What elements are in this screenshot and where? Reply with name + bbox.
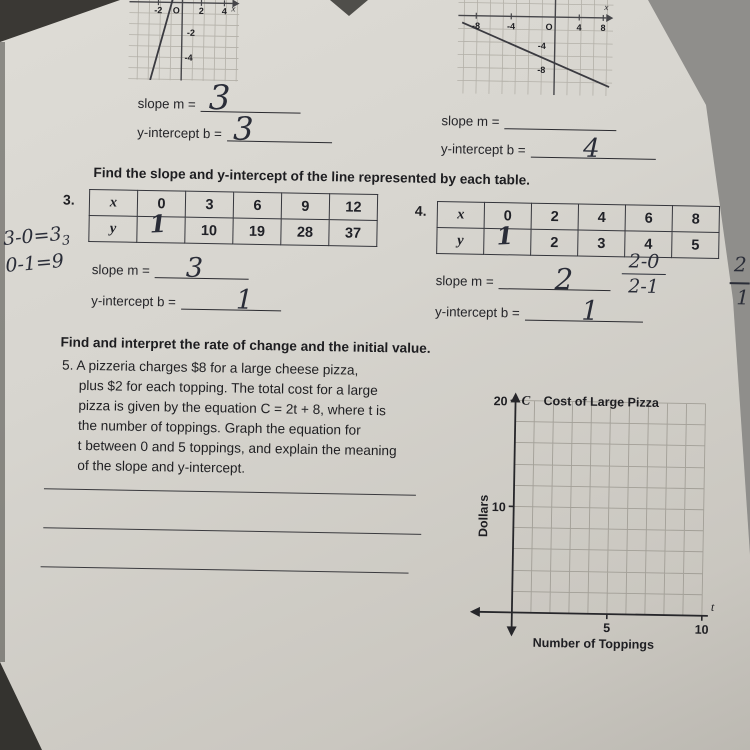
x-axis — [458, 15, 606, 18]
answer-blank — [181, 284, 281, 316]
table-cell: 2 — [531, 229, 578, 256]
answer-blank — [525, 295, 643, 327]
table-cell: x — [437, 202, 484, 229]
problem-5-line: of the slope and y-intercept. — [77, 457, 246, 476]
answer-blank — [227, 109, 332, 149]
handwritten-answer: 3 — [185, 252, 204, 284]
p3-slope-line — [91, 252, 249, 284]
table-row — [89, 215, 377, 246]
y-intercept-label: y-intercept b = — [91, 293, 176, 310]
y-axis — [554, 0, 556, 95]
table-cell: 19 — [233, 218, 281, 245]
table-cell: 6 — [233, 192, 281, 219]
table-cell: 3 — [578, 230, 625, 257]
y-intercept-label: y-intercept b = — [440, 141, 526, 158]
answer-rule — [44, 488, 416, 495]
slope-label: slope m = — [441, 113, 500, 130]
x-tick-label: O — [545, 21, 553, 33]
handwritten-value: 1 — [148, 208, 168, 239]
y-tick-label: 10 — [491, 500, 506, 515]
table-row — [437, 228, 719, 259]
p4-slope-line — [435, 262, 611, 297]
p2-slope-line — [441, 112, 616, 131]
edge-fraction-bar — [730, 282, 750, 284]
y-intercept-label: y-intercept b = — [137, 124, 222, 142]
table-cell: 3 — [185, 191, 233, 218]
axis-letter: x — [231, 3, 236, 14]
y-axis-arrow-down — [506, 626, 516, 636]
table-cell: 2 — [531, 203, 578, 230]
x-tick-label: 4 — [221, 6, 227, 17]
table-cell: x — [89, 189, 137, 216]
problem-5-line: the number of toppings. Graph the equation for — [77, 417, 361, 438]
table-cell: y — [437, 228, 484, 255]
edge-handwriting: 1 — [736, 285, 750, 310]
fraction-numerator: 2-0 — [628, 250, 660, 273]
x-tick-label: 4 — [576, 22, 582, 33]
problem-5-line: plus $2 for each topping. The total cost for a large — [78, 377, 378, 399]
problem-5-line: t between 0 and 5 toppings, and explain the meaning — [77, 437, 397, 459]
p2-yintercept-line — [440, 133, 656, 164]
x-tick-label: 10 — [694, 622, 709, 637]
problem-5-line: pizza is given by the equation C = 2t + 8, where t is — [78, 397, 387, 419]
table-cell: 0 — [484, 202, 531, 229]
problem-number: 4. — [414, 202, 427, 219]
table-cell: 37 — [329, 220, 377, 247]
mini-graph-2 — [457, 0, 614, 96]
x-axis — [129, 2, 232, 4]
pizza-cost-graph — [461, 390, 720, 654]
p1-yintercept-line — [137, 109, 332, 149]
handwritten-subscript: 3 — [61, 233, 72, 249]
x-tick-label: 2 — [198, 5, 204, 16]
table-cell: 10 — [185, 217, 233, 244]
graph-title: Cost of Large Pizza — [543, 393, 659, 410]
grid-lines — [457, 0, 614, 96]
handwritten-value: 1 — [495, 220, 514, 251]
p3-yintercept-line — [91, 284, 281, 316]
handwritten-fraction-work — [621, 250, 666, 298]
table-cell: 12 — [329, 194, 377, 221]
problem-5-line: 5. A pizzeria charges $8 for a large cheese pizza, — [61, 357, 359, 378]
slope-label: slope m = — [91, 262, 150, 279]
p1-slope-line — [137, 78, 301, 119]
x-tick-label: -8 — [472, 20, 481, 31]
handwritten-answer: 2 — [554, 262, 574, 297]
y-tick-label: -4 — [184, 52, 193, 63]
tick-marks — [507, 400, 706, 620]
handwritten-work-line: 0-1=9 — [4, 249, 65, 277]
handwritten-answer: 1 — [581, 295, 599, 327]
answer-rule — [41, 566, 409, 573]
y-axis — [512, 398, 516, 628]
table-cell: 4 — [625, 231, 672, 258]
table-cell: 0 — [137, 190, 185, 217]
handwritten-text: 3-0=3 — [2, 222, 63, 251]
y-tick-label: -2 — [186, 27, 196, 38]
table-cell: 9 — [281, 193, 329, 220]
problem-number: 3. — [62, 191, 75, 208]
x-axis-arrow — [470, 607, 480, 617]
y-tick-label: 20 — [493, 394, 508, 409]
p4-yintercept-line — [434, 295, 643, 327]
problem-5-text — [60, 356, 462, 483]
x-axis-title: Number of Toppings — [532, 635, 655, 652]
axis-letter: x — [604, 1, 609, 13]
table-cell: 5 — [672, 232, 719, 259]
answer-blank — [504, 113, 616, 131]
y-axis-title: Dollars — [476, 494, 491, 538]
table-cell: 8 — [672, 206, 719, 233]
margin-handwritten-work — [2, 221, 73, 278]
y-axis-letter: C — [521, 392, 531, 408]
handwritten-answer: 1 — [235, 284, 254, 316]
table-cell — [484, 220, 531, 255]
table-3 — [88, 189, 378, 247]
x-tick-label: 8 — [600, 22, 606, 33]
handwritten-answer: 3 — [208, 78, 231, 119]
x-tick-label: O — [172, 5, 180, 16]
table-cell: 28 — [281, 219, 329, 246]
table-4 — [436, 201, 720, 259]
handwritten-answer: 4 — [582, 133, 600, 164]
y-intercept-label: y-intercept b = — [434, 304, 520, 321]
rate-section-heading: Find and interpret the rate of change and the initial value. — [60, 334, 431, 356]
table-cell: 6 — [625, 205, 672, 232]
x-tick-label: -4 — [507, 21, 516, 32]
tables-section-heading: Find the slope and y-intercept of the line represented by each table. — [93, 165, 531, 188]
x-axis-letter: t — [710, 599, 715, 614]
answer-blank — [155, 252, 249, 284]
fraction-denominator: 2-1 — [628, 275, 660, 298]
answer-blank — [530, 133, 655, 164]
x-tick-label: -2 — [154, 5, 163, 16]
answer-blank — [499, 262, 611, 297]
grid-lines — [512, 400, 706, 615]
x-axis-arrow — [606, 14, 613, 22]
table-cell — [137, 208, 185, 243]
slope-label: slope m = — [435, 273, 494, 290]
table-cell: y — [89, 215, 137, 242]
mini-graph-1 — [128, 0, 239, 82]
slope-label: slope m = — [137, 95, 196, 112]
y-tick-label: -4 — [537, 40, 546, 51]
table-cell: 4 — [578, 204, 625, 231]
y-tick-label: -8 — [537, 64, 546, 75]
edge-handwriting: 2 — [733, 252, 747, 277]
answer-rule — [43, 527, 421, 535]
handwritten-answer: 3 — [232, 109, 254, 149]
x-tick-label: 5 — [603, 621, 611, 636]
